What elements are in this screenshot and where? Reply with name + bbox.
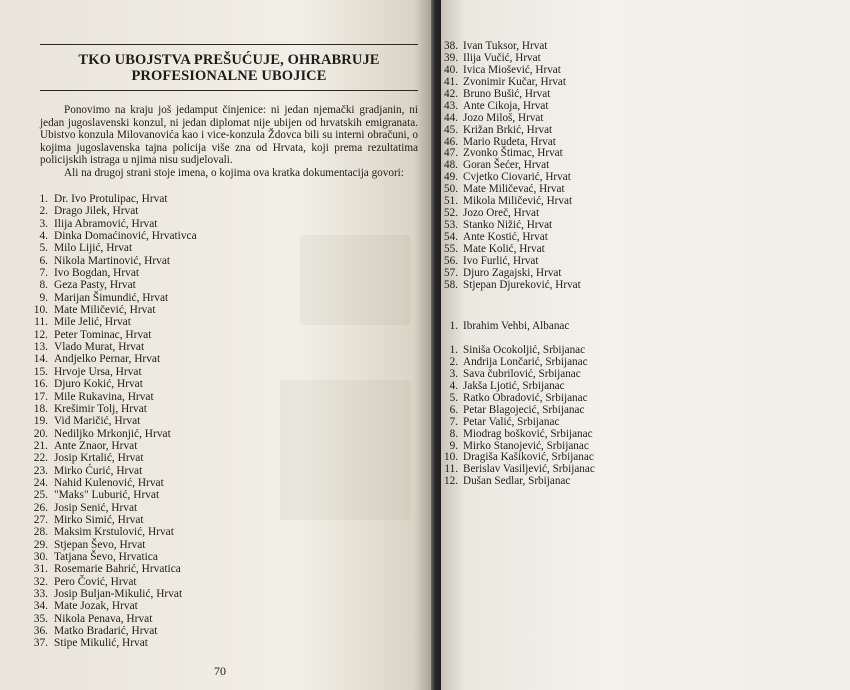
list-item (441, 280, 581, 292)
list-item-name: Petar Blagojecić, Srbijanac (463, 403, 585, 416)
list-item-number: 12. (444, 475, 458, 488)
list-item-number: 32. (33, 575, 48, 588)
list-item-number: 1. (449, 344, 458, 356)
list-item (28, 230, 197, 242)
list-item (28, 329, 197, 341)
heading-bottom-rule (40, 90, 418, 91)
list-item-name: Ilija Abramović, Hrvat (54, 217, 158, 230)
list-item (28, 637, 197, 649)
list-item-name: Stjepan Ševo, Hrvat (54, 538, 146, 551)
list-item-number: 10. (444, 451, 458, 464)
list-item (28, 625, 197, 637)
bleed-through-image (280, 380, 410, 520)
list-item-number: 10. (33, 304, 48, 317)
list-item-number: 7. (449, 415, 458, 428)
list-item-name: Jakša Ljotić, Srbijanac (463, 379, 565, 392)
list-item-number: 24. (33, 476, 48, 489)
list-item-name: Mirko Ćurić, Hrvat (54, 464, 143, 477)
list-item-name: Matko Bradarić, Hrvat (54, 625, 158, 638)
list-item (28, 316, 197, 328)
list-item-number: 41. (444, 75, 458, 88)
list-item (28, 514, 197, 526)
list-item (28, 588, 197, 600)
list-item-number: 11. (34, 316, 48, 329)
list-item-name: Andrija Lončarić, Srbijanac (463, 355, 588, 368)
right-page (441, 0, 850, 690)
list-item (28, 366, 197, 378)
victim-list-continued (441, 41, 581, 292)
list-item (28, 403, 197, 415)
list-item (28, 242, 197, 254)
list-item-name: Mate Miličević, Hrvat (54, 304, 156, 317)
list-item (28, 279, 197, 291)
list-item (28, 378, 197, 390)
list-item-name: Siniša Ocokoljić, Srbijanac (463, 344, 586, 356)
list-item-number: 27. (33, 513, 48, 526)
list-item-number: 9. (449, 439, 458, 452)
list-item (28, 267, 197, 279)
heading-top-rule (40, 44, 418, 45)
list-item (28, 551, 197, 563)
list-item-number: 38. (444, 40, 458, 52)
list-item-number: 6. (39, 254, 48, 267)
list-item-name: Mile Jelić, Hrvat (54, 316, 131, 329)
list-item-name: Josip Senić, Hrvat (54, 501, 138, 514)
list-item-name: "Maks" Luburić, Hrvat (54, 489, 160, 502)
list-item-number: 4. (449, 379, 458, 392)
list-item-number: 25. (33, 489, 48, 502)
list-item-number: 44. (444, 111, 458, 124)
list-item-name: Josip Krtalić, Hrvat (54, 452, 144, 465)
list-item-number: 34. (33, 600, 48, 613)
list-item-name: Cvjetko Ciovarić, Hrvat (463, 171, 571, 184)
list-item-name: Geza Pasty, Hrvat (54, 279, 136, 292)
list-item-name: Marijan Šimundić, Hrvat (54, 291, 169, 304)
list-item-number: 4. (39, 230, 48, 243)
title-line-2: PROFESIONALNE UBOJICE (131, 68, 327, 84)
list-item-number: 56. (444, 254, 458, 267)
list-item-name: Mate Jozak, Hrvat (54, 600, 138, 613)
list-item (28, 255, 197, 267)
list-item-number: 19. (33, 415, 48, 428)
list-item-number: 54. (444, 231, 458, 243)
list-item-number: 58. (444, 278, 458, 291)
list-item (28, 452, 197, 464)
list-item-number: 40. (444, 63, 458, 76)
list-item-number: 2. (449, 355, 458, 368)
list-item (28, 539, 197, 551)
list-item-name: Petar Valić, Srbijanac (463, 415, 560, 428)
list-item (28, 613, 197, 625)
list-item-number: 31. (33, 563, 48, 576)
list-item-name: Mate Miličevać, Hrvat (463, 183, 565, 196)
list-item-name: Nikola Penava, Hrvat (54, 612, 153, 625)
list-item-number: 3. (449, 367, 458, 380)
list-item-name: Nahid Kulenović, Hrvat (54, 476, 164, 489)
list-item (28, 563, 197, 575)
list-item (28, 502, 197, 514)
list-item-name: Ibrahim Vehbi, Albanac (463, 320, 570, 332)
list-item-name: Zvonko Štimac, Hrvat (463, 147, 563, 160)
list-item-number: 30. (33, 550, 48, 563)
list-item-name: Mikola Miličević, Hrvat (463, 195, 573, 208)
list-item-name: Dušan Sedlar, Srbijanac (463, 475, 571, 488)
list-item-number: 1. (39, 193, 48, 205)
list-item (28, 526, 197, 538)
list-item-number: 36. (33, 625, 48, 638)
list-item (28, 292, 197, 304)
intro-paragraph: Ali na drugoj strani stoje imena, o kojima ova kratka dokumentacija govori: (64, 166, 404, 179)
list-item-number: 49. (444, 171, 458, 184)
list-item (28, 193, 197, 205)
bleed-through-image (300, 235, 410, 325)
list-item-number: 21. (33, 439, 48, 452)
list-item-number: 46. (444, 135, 458, 148)
list-item-name: Andjelko Pernar, Hrvat (54, 353, 161, 366)
list-item-number: 45. (444, 123, 458, 136)
list-item-number: 5. (39, 242, 48, 255)
list-item-number: 12. (33, 328, 48, 341)
list-item-name: Sava čubrilović, Srbijanac (463, 367, 581, 380)
list-item-name: Ante Znaor, Hrvat (54, 439, 138, 452)
list-item (28, 465, 197, 477)
list-item-number: 42. (444, 87, 458, 100)
list-item-name: Jozo Miloš, Hrvat (463, 111, 544, 124)
list-item-name: Ivica Miošević, Hrvat (463, 63, 561, 76)
list-item (28, 440, 197, 452)
list-item-name: Ratko Obradović, Srbijanac (463, 391, 588, 404)
list-item (441, 321, 569, 333)
list-item-name: Berislav Vasiljević, Srbijanac (463, 463, 595, 476)
list-item (441, 476, 595, 488)
list-item-number: 14. (33, 353, 48, 366)
list-item-name: Vid Maričić, Hrvat (54, 415, 141, 428)
list-item-number: 35. (33, 612, 48, 625)
list-item-name: Ante Cikoja, Hrvat (463, 99, 549, 112)
list-item (28, 341, 197, 353)
list-item-number: 23. (33, 464, 48, 477)
list-item-name: Stanko Nižić, Hrvat (463, 219, 553, 232)
list-item-name: Josip Buljan-Mikulić, Hrvat (54, 588, 183, 600)
list-item-number: 26. (33, 501, 48, 514)
intro-text (40, 104, 418, 180)
list-item-name: Hrvoje Ursa, Hrvat (54, 365, 142, 378)
list-item-name: Vlado Murat, Hrvat (54, 341, 145, 354)
list-item-number: 11. (444, 463, 458, 476)
list-item-number: 47. (444, 147, 458, 160)
list-item (28, 304, 197, 316)
list-item-name: Milo Lijić, Hrvat (54, 242, 133, 255)
list-item (28, 391, 197, 403)
list-item-number: 20. (33, 427, 48, 440)
list-item (28, 218, 197, 230)
list-item-name: Mile Rukavina, Hrvat (54, 390, 154, 403)
list-item-name: Maksim Krstulović, Hrvat (54, 526, 174, 539)
list-item-name: Dragiša Kašiković, Srbijanac (463, 451, 594, 464)
list-item-number: 18. (33, 402, 48, 415)
list-item-name: Djuro Zagajski, Hrvat (463, 266, 562, 279)
list-item-name: Tatjana Ševo, Hrvatica (54, 550, 158, 563)
list-item-name: Ivo Furlić, Hrvat (463, 254, 539, 267)
list-item-number: 15. (33, 365, 48, 378)
list-item-number: 55. (444, 242, 458, 255)
page-title (40, 52, 418, 84)
list-item (28, 600, 197, 612)
list-item-name: Dr. Ivo Protulipac, Hrvat (54, 193, 168, 205)
list-item (28, 428, 197, 440)
list-item (28, 353, 197, 365)
list-item-name: Miodrag bošković, Srbijanac (463, 427, 593, 440)
list-item-number: 51. (444, 195, 458, 208)
list-item-name: Nediljko Mrkonjić, Hrvat (54, 427, 171, 440)
list-item-name: Zvonimir Kučar, Hrvat (463, 75, 567, 88)
list-item-name: Goran Šećer, Hrvat (463, 159, 550, 172)
list-item-name: Mate Kolić, Hrvat (463, 242, 545, 255)
list-item-number: 5. (449, 391, 458, 404)
list-item-name: Pero Čović, Hrvat (54, 575, 137, 588)
list-item-name: Ante Kostić, Hrvat (463, 231, 548, 243)
list-item-number: 1. (449, 320, 458, 332)
list-item-name: Mario Rudeta, Hrvat (463, 135, 556, 148)
list-item-name: Drago Jilek, Hrvat (54, 205, 139, 218)
list-item-number: 29. (33, 538, 48, 551)
list-item-number: 28. (33, 526, 48, 539)
list-item (28, 415, 197, 427)
list-item-name: Stipe Mikulić, Hrvat (54, 637, 148, 650)
list-item-number: 43. (444, 99, 458, 112)
list-item-number: 52. (444, 207, 458, 220)
list-item-name: Rosemarie Bahrić, Hrvatica (54, 563, 181, 576)
serbian-victim-list (441, 345, 595, 488)
list-item-name: Peter Tominac, Hrvat (54, 328, 152, 341)
list-item-name: Mirko Stanojević, Srbijanac (463, 439, 589, 452)
list-item-name: Dinka Domaćinović, Hrvativca (54, 230, 197, 243)
page-number: 70 (214, 664, 226, 678)
intro-paragraph: Ponovimo na kraju još jedamput činjenice: ni jedan njemački gradjanin, ni jedan jugoslavenski konzul, ni jedan diplomat nije ubijen od hrvatskih emigranata. Ubistvo konzula Milovanovića kao i vice-konzula Ždovca bili su interni obračuni, o kojima jugoslavenska tajna policija više zna od Hrvata, koji prema rezultatima policijskih istraga u njima nisu sudjelovali. (40, 104, 418, 167)
list-item-number: 6. (449, 403, 458, 416)
list-item-number: 48. (444, 159, 458, 172)
title-line-1: TKO UBOJSTVA PREŠUĆUJE, OHRABRUJE (78, 52, 380, 68)
list-item-number: 50. (444, 183, 458, 196)
list-item-name: Stjepan Djureković, Hrvat (463, 278, 581, 291)
book-gutter (431, 0, 441, 690)
list-item-number: 2. (39, 205, 48, 218)
list-item-name: Križan Brkić, Hrvat (463, 123, 553, 136)
victim-list (28, 193, 197, 650)
list-item-name: Bruno Bušić, Hrvat (463, 87, 551, 100)
list-item (28, 205, 197, 217)
list-item-number: 17. (33, 390, 48, 403)
list-item-number: 22. (33, 452, 48, 465)
list-item-number: 33. (33, 588, 48, 600)
list-item-name: Ivan Tuksor, Hrvat (463, 40, 548, 52)
list-item-number: 7. (39, 267, 48, 280)
list-item-number: 3. (39, 217, 48, 230)
list-item-number: 53. (444, 219, 458, 232)
list-item-name: Ilija Vučić, Hrvat (463, 51, 541, 64)
list-item-number: 39. (444, 51, 458, 64)
list-item-name: Nikola Martinović, Hrvat (54, 254, 171, 267)
list-item (28, 477, 197, 489)
list-item-number: 9. (39, 291, 48, 304)
albanian-victim-list (441, 321, 569, 333)
list-item-number: 8. (39, 279, 48, 292)
list-item-number: 57. (444, 266, 458, 279)
list-item-name: Jozo Oreč, Hrvat (463, 207, 540, 220)
list-item-number: 16. (33, 378, 48, 391)
list-item-number: 13. (33, 341, 48, 354)
list-item-name: Djuro Kokić, Hrvat (54, 378, 143, 391)
list-item-name: Krešimir Tolj, Hrvat (54, 402, 147, 415)
list-item (28, 489, 197, 501)
list-item-name: Ivo Bogdan, Hrvat (54, 267, 140, 280)
list-item-name: Mirko Simić, Hrvat (54, 513, 144, 526)
list-item-number: 37. (33, 637, 48, 650)
list-item-number: 8. (449, 427, 458, 440)
list-item (28, 576, 197, 588)
